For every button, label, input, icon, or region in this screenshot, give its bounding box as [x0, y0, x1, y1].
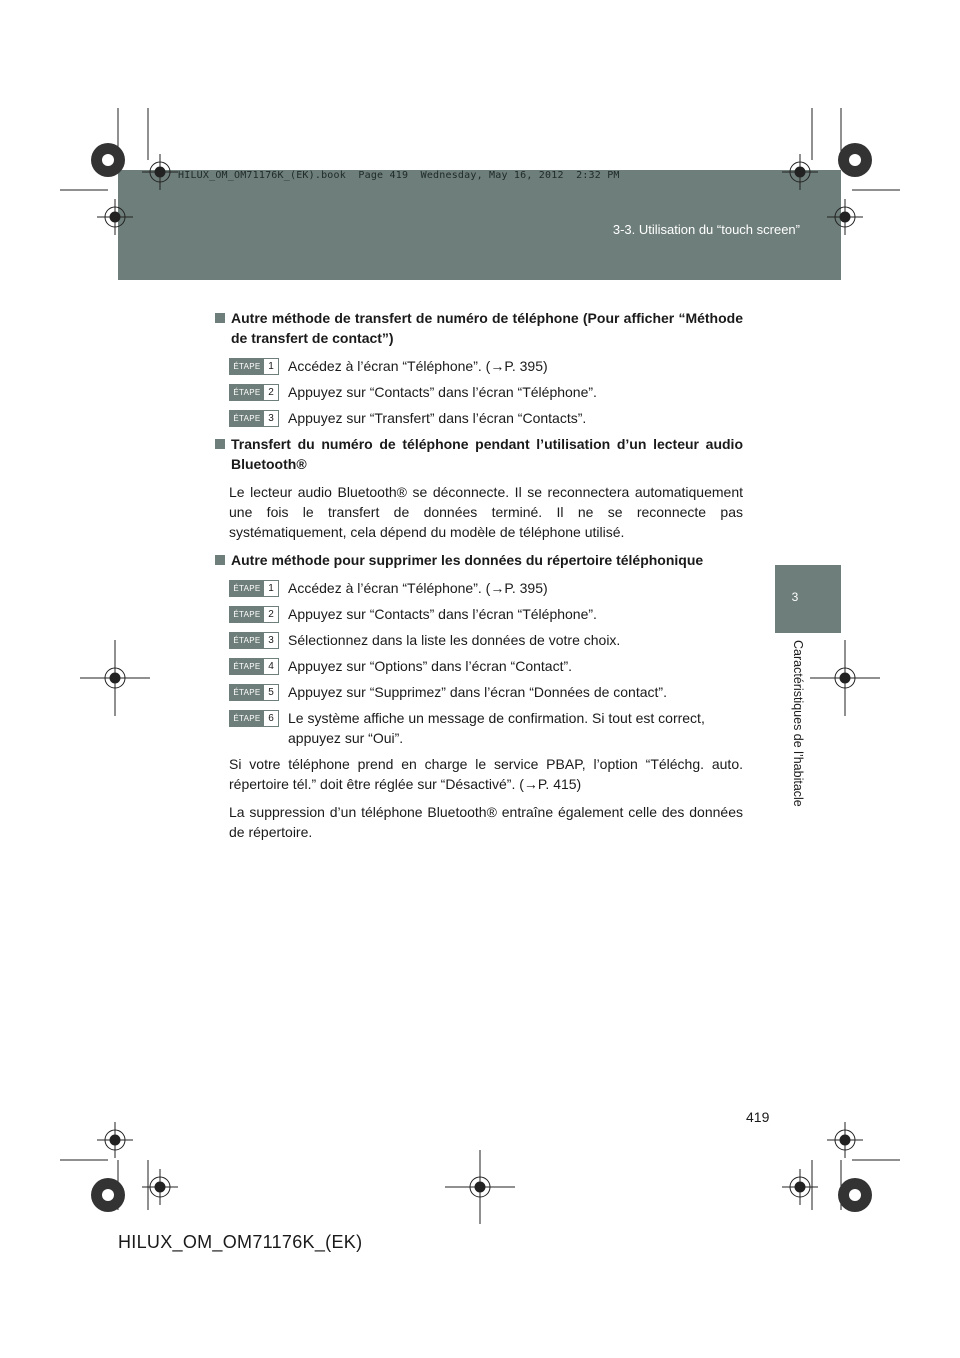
crosshair-icon [142, 1169, 178, 1205]
step-badge: ÉTAPE 1 [229, 580, 279, 597]
star-target-icon [91, 143, 125, 177]
paragraph: Si votre téléphone prend en charge le service PBAP, l’option “Téléchg. auto. répertoire tél.” doit être réglée sur “Désactivé”. (→P. 415) [229, 756, 743, 792]
star-target-icon [91, 1178, 125, 1212]
square-bullet-icon [215, 555, 225, 565]
step-badge: ÉTAPE 6 [229, 710, 279, 727]
step-item [229, 708, 743, 748]
section-transfer-method [213, 308, 743, 428]
section-heading: Autre méthode pour supprimer les données du répertoire téléphonique [213, 550, 743, 570]
step-text: Sélectionnez dans la liste les données de votre choix. [288, 632, 621, 648]
step-text: Appuyez sur “Supprimez” dans l’écran “Données de contact”. [288, 684, 667, 700]
step-item [229, 356, 743, 376]
step-badge: ÉTAPE 4 [229, 658, 279, 675]
step-badge: ÉTAPE 3 [229, 632, 279, 649]
book-stamp: HILUX_OM_OM71176K_(EK).book Page 419 Wednesday, May 16, 2012 2:32 PM [178, 170, 620, 181]
chapter-number: 3 [791, 590, 799, 604]
square-bullet-icon [215, 313, 225, 323]
crosshair-icon [445, 1150, 515, 1224]
crosshair-icon [97, 1122, 133, 1158]
step-text: Appuyez sur “Options” dans l’écran “Contact”. [288, 658, 573, 674]
star-target-icon [838, 143, 872, 177]
step-item [229, 382, 743, 402]
main-content [213, 308, 743, 850]
section-bluetooth-audio [213, 434, 743, 542]
page-number: 419 [746, 1109, 770, 1125]
crosshair-icon [782, 1169, 818, 1205]
step-item [229, 630, 743, 650]
section-delete-phonebook [213, 550, 743, 842]
step-item [229, 604, 743, 624]
step-badge: ÉTAPE 5 [229, 684, 279, 701]
crosshair-icon [142, 154, 178, 190]
crosshair-icon [827, 199, 863, 235]
step-text: Appuyez sur “Contacts” dans l’écran “Téléphone”. [288, 606, 597, 622]
document-code: HILUX_OM_OM71176K_(EK) [118, 1232, 363, 1252]
chapter-label: Caractéristiques de l’habitacle [791, 640, 805, 807]
crosshair-icon [810, 640, 880, 716]
crosshair-icon [782, 154, 818, 190]
step-badge: ÉTAPE 1 [229, 358, 279, 375]
step-badge: ÉTAPE 3 [229, 410, 279, 427]
step-item [229, 578, 743, 598]
step-item [229, 408, 743, 428]
star-target-icon [838, 1178, 872, 1212]
section-heading: Autre méthode de transfert de numéro de téléphone (Pour afficher “Méthode de transfert de contact”) [213, 308, 743, 348]
section-title: 3-3. Utilisation du “touch screen” [612, 222, 800, 237]
crosshair-icon [827, 1122, 863, 1158]
crosshair-icon [80, 640, 150, 716]
crosshair-icon [97, 199, 133, 235]
paragraph: La suppression d’un téléphone Bluetooth® entraîne également celle des données de répertoire. [229, 804, 743, 840]
step-badge: ÉTAPE 2 [229, 384, 279, 401]
step-text: Appuyez sur “Contacts” dans l’écran “Téléphone”. [288, 384, 597, 400]
square-bullet-icon [215, 439, 225, 449]
step-text: Le système affiche un message de confirmation. Si tout est correct, appuyez sur “Oui”. [288, 710, 705, 746]
step-item [229, 656, 743, 676]
section-heading: Transfert du numéro de téléphone pendant l’utilisation d’un lecteur audio Bluetooth® [213, 434, 743, 474]
step-item [229, 682, 743, 702]
step-text: Appuyez sur “Transfert” dans l’écran “Contacts”. [288, 410, 587, 426]
paragraph: Le lecteur audio Bluetooth® se déconnecte. Il se reconnectera automatiquement une fois le transfert de données terminé. Il ne se reconnecte pas systématiquement, cela dépend du modèle de téléphone utilisé. [229, 484, 743, 540]
step-text: Accédez à l’écran “Téléphone”. (→P. 395) [288, 358, 548, 374]
step-badge: ÉTAPE 2 [229, 606, 279, 623]
step-text: Accédez à l’écran “Téléphone”. (→P. 395) [288, 580, 548, 596]
